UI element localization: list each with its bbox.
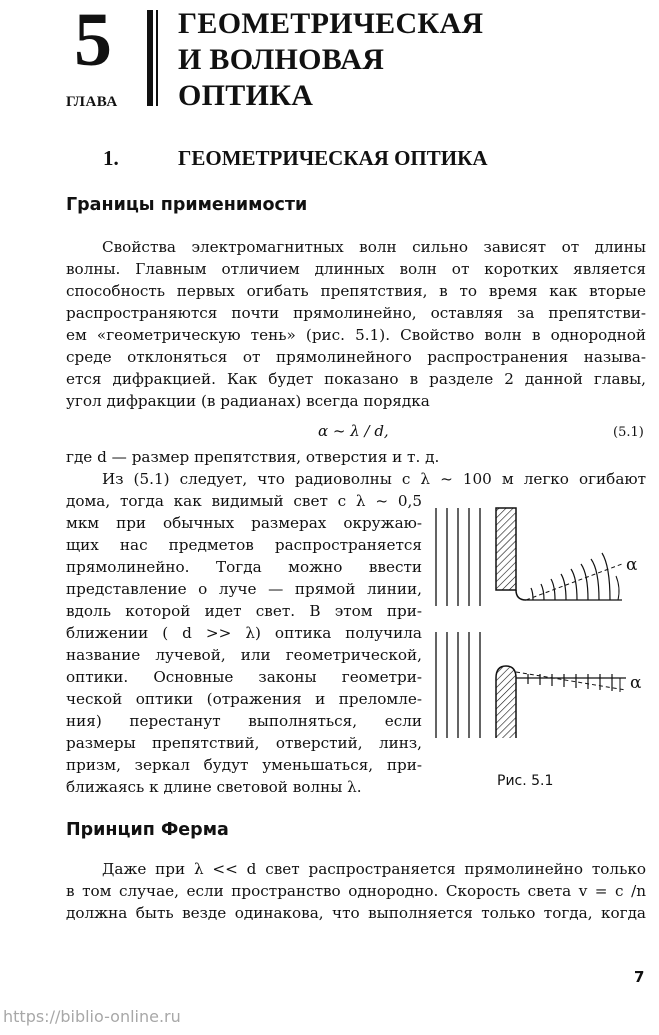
text-line: ется дифракцией. Как будет показано в разделе 2 данной главы,: [66, 370, 646, 388]
wavefronts-top-bent: [531, 553, 610, 600]
text-line: должна быть везде одинакова, что выполняется только тогда, когда: [66, 904, 646, 922]
text-line: распространяются почти прямолинейно, оставляя за препятстви-: [66, 304, 646, 322]
text-line: волны. Главным отличием длинных волн от коротких является: [66, 260, 646, 278]
section-title: ГЕОМЕТРИЧЕСКАЯ ОПТИКА: [178, 146, 488, 170]
text-line: прямолинейно. Тогда можно ввести: [66, 558, 422, 576]
text-line: Из (5.1) следует, что радиоволны с λ ~ 100 м легко огибают: [102, 470, 646, 488]
chapter-title-line: И ВОЛНОВАЯ: [178, 43, 385, 76]
text-line: среде отклоняться от прямолинейного распространения называ-: [66, 348, 646, 366]
text-line: мкм при обычных размерах окружаю-: [66, 514, 422, 532]
chapter-title-line: ГЕОМЕТРИЧЕСКАЯ: [178, 7, 484, 40]
wavefronts-bottom: [436, 632, 480, 738]
text-line: название лучевой, или геометрической,: [66, 646, 422, 664]
text-line: размеры препятствий, отверстий, линз,: [66, 734, 422, 752]
chapter-divider-thick: [147, 10, 153, 106]
section-number: 1.: [103, 146, 119, 170]
paragraph-1: [66, 236, 646, 412]
text-line: ем «геометрическую тень» (рис. 5.1). Свойство волн в однородной: [66, 326, 646, 344]
chapter-number: 5: [74, 0, 112, 82]
figure-caption: Рис. 5.1: [497, 773, 554, 789]
paragraph-3: [66, 858, 646, 924]
text-line: ближении ( d >> λ) оптика получила: [66, 624, 422, 642]
angle-label-bottom: α: [630, 673, 642, 693]
subsection-heading: Границы применимости: [66, 195, 308, 215]
text-line: угол дифракции (в радианах) всегда порядка: [66, 392, 430, 410]
subsection-heading: Принцип Ферма: [66, 820, 229, 840]
chapter-title: [178, 6, 483, 114]
text-line: ческой оптики (отражения и преломле-: [66, 690, 422, 708]
footer-url: https://biblio-online.ru: [3, 1007, 181, 1026]
obstacle-top: [496, 508, 516, 590]
formula: α ~ λ / d,: [318, 422, 389, 440]
text-line: оптики. Основные законы геометри-: [66, 668, 422, 686]
text-line: где d — размер препятствия, отверстия и т. д.: [66, 448, 440, 466]
paragraph-2-first-line: [66, 468, 646, 490]
text-line: Свойства электромагнитных волн сильно зависят от длины: [102, 238, 646, 256]
text-line: в том случае, если пространство однородно. Скорость света v = c /n: [66, 882, 646, 900]
text-line: представление о луче — прямой линии,: [66, 580, 422, 598]
text-line: щих нас предметов распространяется: [66, 536, 422, 554]
chapter-divider-thin: [156, 10, 158, 106]
equation-number: (5.1): [613, 425, 644, 440]
text-line: дома, тогда как видимый свет с λ ~ 0,5: [66, 492, 422, 510]
text-line: способность первых огибать препятствия, в то время как вторые: [66, 282, 646, 300]
text-line: ближаясь к длине световой волны λ.: [66, 778, 362, 796]
chapter-title-line: ОПТИКА: [178, 79, 314, 112]
text-line: Даже при λ << d свет распространяется прямолинейно только: [102, 860, 646, 878]
text-line: ния) перестанут выполняться, если: [66, 712, 422, 730]
diffraction-figure: [430, 506, 655, 776]
text-line: призм, зеркал будут уменьшаться, при-: [66, 756, 422, 774]
obstacle-bottom: [496, 666, 516, 738]
wavefronts-top: [436, 508, 480, 606]
angle-label-top: α: [626, 555, 638, 575]
formula-note: [66, 446, 646, 468]
wavefronts-bottom-bent: [528, 674, 612, 691]
page-number: 7: [634, 968, 645, 986]
chapter-label: ГЛАВА: [66, 94, 118, 110]
text-line: вдоль которой идет свет. В этом при-: [66, 602, 422, 620]
